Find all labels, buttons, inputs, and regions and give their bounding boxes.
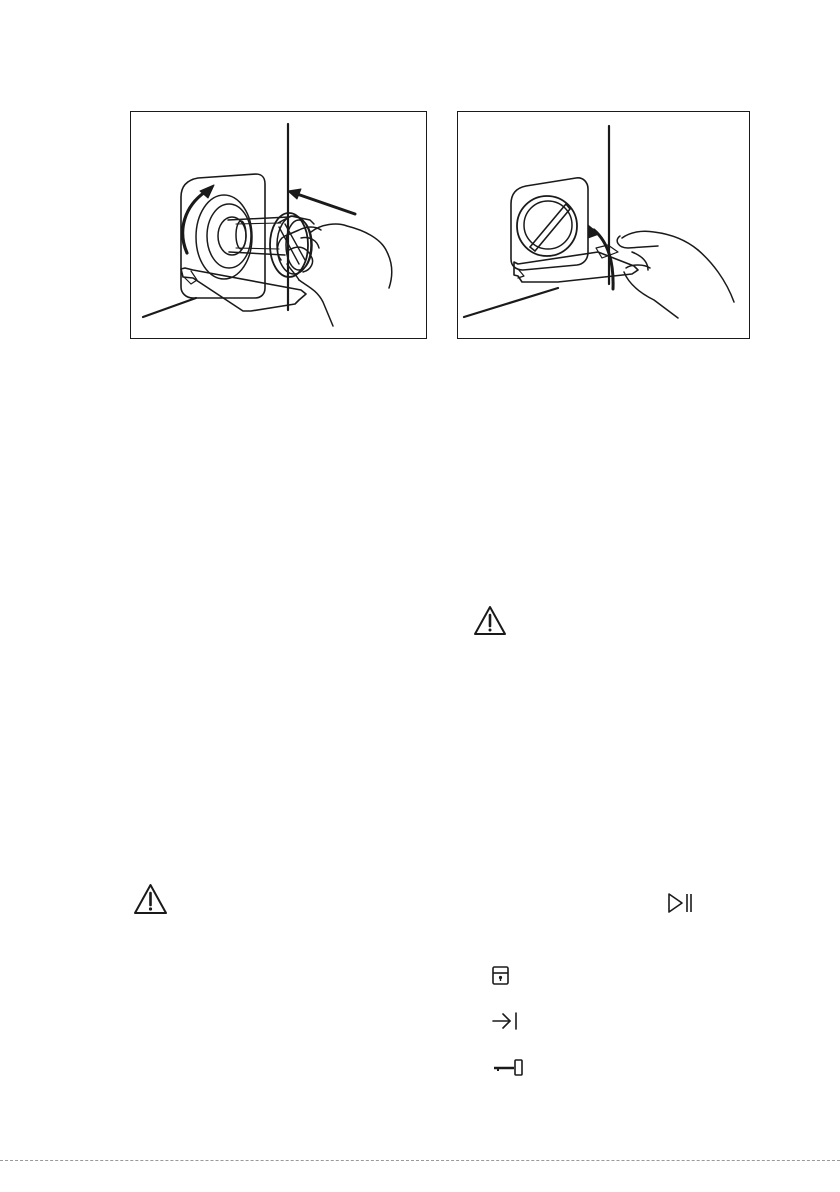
- warning-triangle-icon: [132, 882, 169, 917]
- delay-start-icon: [490, 1010, 520, 1032]
- warning-triangle-icon: [472, 604, 508, 638]
- figure-filter-insertion: [130, 111, 427, 339]
- figure-flap-closing: [457, 111, 750, 339]
- child-lock-key-icon: [490, 1056, 526, 1078]
- start-pause-icon: [666, 890, 696, 916]
- page-bottom-rule: [0, 1160, 840, 1161]
- door-lock-icon: [490, 964, 512, 988]
